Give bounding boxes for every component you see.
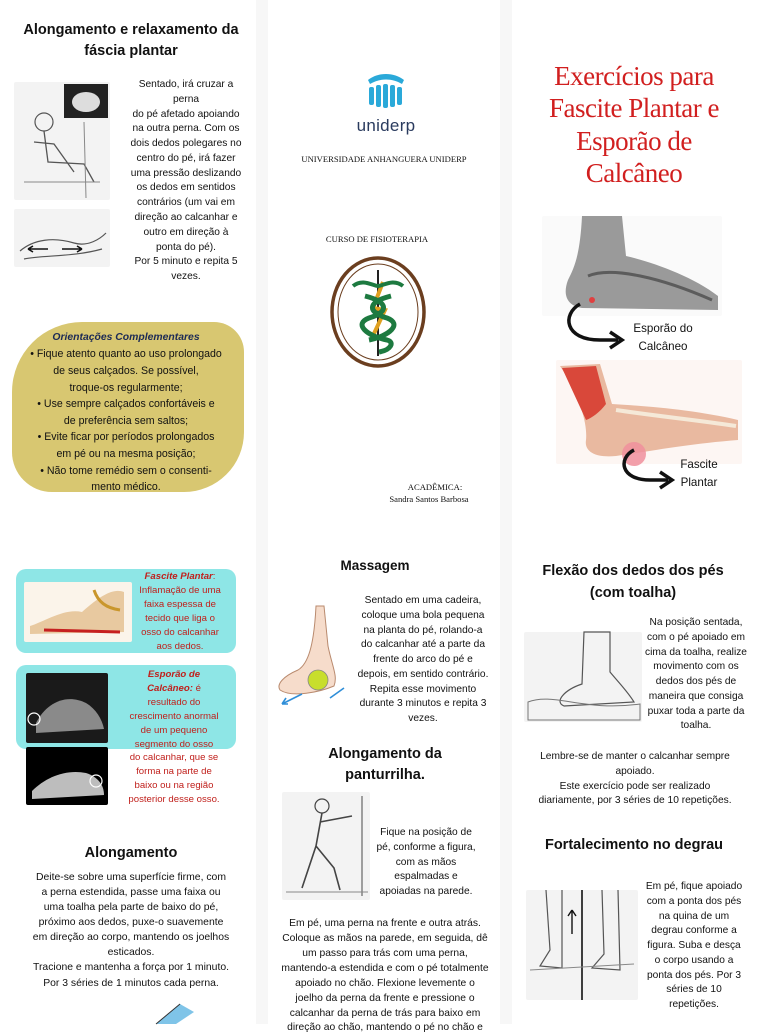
towel-line: com o pé apoiado em [647, 631, 745, 643]
fascite-text: Fascite Plantar: Inflamação de uma faixa espessa de tecido que liga o osso do calcanhar aos dedos. [128, 570, 232, 653]
towel-line: toalha. [680, 720, 712, 732]
stretch-line: dois dedos polegares no [130, 138, 242, 150]
alongamento-line: Tracione e mantenha a força por 1 minuto. [33, 962, 229, 974]
calf-stretch-illustration [282, 792, 370, 900]
step-line: com a ponta dos pés [646, 895, 742, 907]
massage-line: na planta do pé, rolando-a [363, 624, 483, 636]
step-line: o corpo usando a [654, 954, 734, 966]
calf-long-line: calcanhar da perna de trás para baixo em [289, 1007, 481, 1019]
orientation-item: mento médico. [91, 481, 161, 494]
panel-divider-right [500, 0, 512, 1024]
esporao-line: forma na parte de [136, 766, 212, 778]
esporao-word: é [195, 682, 201, 694]
calf-line: Fique na posição de [380, 827, 472, 838]
esporao-line: baixo ou na região [134, 780, 214, 792]
esporao-line: posterior desse osso. [128, 794, 220, 806]
calf-long-line: Coloque as mãos na parede, em seguida, dê [282, 932, 488, 944]
towel-note-line: Este exercício pode ser realizado [559, 780, 711, 792]
orientation-item: de preferência sem saltos; [63, 414, 189, 427]
massage-text [350, 594, 496, 727]
orientation-item: de seus calçados. Se possível, [53, 364, 199, 377]
stretch-line: contrários (um vai em [137, 197, 235, 209]
towel-curl-illustration [524, 632, 642, 722]
panel-divider-left [256, 0, 268, 1024]
esporao-label: Esporão de [147, 669, 201, 680]
alongamento-text [8, 870, 254, 991]
calf-title: Alongamento da panturrilha. [328, 746, 442, 784]
towel-title: Flexão dos dedos dos pés (com toalha) [542, 563, 724, 602]
label-esporao-line: Calcâneo [638, 339, 688, 353]
fascite-line: aos dedos. [156, 640, 204, 652]
orientation-title: Orientações Complementares [52, 332, 200, 343]
massage-line: frente do arco do pé e [373, 654, 473, 666]
stretch-title: Alongamento e relaxamento da fáscia plantar [23, 22, 239, 60]
massage-illustration [272, 606, 354, 706]
esporao-line: do calcanhar, que se [129, 752, 219, 764]
uniderp-logo [350, 74, 422, 138]
towel-note-line: diariamente, por 3 séries de 10 repetições. [538, 795, 732, 807]
academic-name: Sandra Santos Barbosa [389, 494, 469, 504]
towel-line: movimento com os [653, 661, 739, 673]
uniderp-logo-icon [350, 74, 422, 114]
alongamento-title: Alongamento [84, 845, 178, 861]
stretch-line: os dedos em sentidos [136, 182, 236, 194]
title-line: Esporão de [576, 125, 692, 156]
physio-seal [329, 256, 427, 368]
calf-long-line: direção ao chão, mantendo o pé no chão e [287, 1022, 483, 1034]
xray-heel-illustration [26, 747, 108, 805]
foot-thumbs-illustration [14, 209, 110, 267]
stretch-line: Por 5 minuto e repita 5 [134, 256, 238, 268]
stretch-line: Sentado, irá cruzar a [138, 79, 234, 90]
alongamento-line: Deite-se sobre uma superfície firme, com [36, 872, 226, 883]
massage-title: Massagem [340, 558, 410, 573]
alongamento-line: uma toalha pela parte de baixo do pé, [43, 902, 219, 914]
step-line: séries de 10 [666, 984, 722, 996]
towel-note-line: Lembre-se de manter o calcanhar sempre [540, 751, 730, 762]
stretch-line: outro em direção à [143, 226, 229, 238]
step-line: Em pé, fique apoiado [645, 881, 743, 892]
stretch-line: perna [172, 93, 200, 105]
alongamento-line: esticados. [107, 947, 155, 959]
esporao-line: de um pequeno [140, 724, 208, 736]
step-line: ponta dos pés. Por 3 [646, 969, 741, 981]
calf-text-long [266, 917, 504, 1036]
academic-label: ACADÊMICA: [407, 482, 463, 492]
title-line: Exercícios para [554, 61, 714, 91]
calf-line: espalmadas e [394, 871, 458, 883]
foot-massage-illustration [14, 82, 110, 200]
calf-long-line: apoiado no chão. Flexione levemente o [295, 977, 475, 989]
calf-long-line: joelho da perna da frente e pressione o [295, 992, 475, 1004]
stretch-line: do pé afetado apoiando [132, 108, 240, 120]
orientation-item: em pé ou na mesma posição; [56, 448, 196, 461]
towel-note [520, 750, 750, 809]
towel-line: Na posição sentada, [649, 617, 743, 628]
massage-line: durante 3 minutos e repita 3 [359, 698, 487, 710]
fascite-line: faixa espessa de [144, 598, 216, 610]
towel-line: puxar toda a parte da [647, 705, 745, 717]
esporao-text [110, 668, 238, 807]
stretch-line: na outra perna. Com os [132, 123, 240, 135]
fascite-line: osso do calcanhar [141, 626, 219, 638]
orientation-item: troque-os regularmente; [69, 381, 183, 394]
university-name: UNIVERSIDADE ANHANGUERA UNIDERP [301, 154, 467, 164]
orientation-item: • Fique atento quanto ao uso prolongado [30, 348, 222, 361]
orientation-item: • Não tome remédio sem o consenti- [40, 464, 212, 477]
towel-note-line: apoiado. [615, 765, 655, 777]
esporao-line: segmento do osso [134, 738, 214, 750]
towel-text [640, 616, 752, 734]
label-fascite-line: Fascite [680, 458, 718, 471]
label-fascite [668, 456, 730, 492]
step-raise-illustration [526, 890, 638, 1000]
esporao-line: crescimento anormal [129, 710, 219, 722]
brochure-title [520, 60, 748, 190]
alongamento-line: a perna estendida, passe uma faixa ou [41, 887, 221, 899]
towel-line: maneira que consiga [648, 690, 744, 702]
title-line: Fascite Plantar e [549, 93, 719, 124]
stretch-line: vezes. [171, 271, 201, 283]
xray-illustration [26, 673, 108, 743]
alongamento-line: em direção ao corpo, mantendo os joelhos [32, 932, 230, 944]
stretch-line: direção ao calcanhar e [134, 212, 238, 224]
plantar-fascia-illustration [24, 582, 132, 642]
label-esporao-line: Esporão do [633, 322, 693, 335]
stretch-text [116, 78, 256, 285]
stretch-line: uma pressão deslizando [130, 167, 242, 179]
calf-long-line: um passo para trás com uma perna, [302, 947, 468, 959]
step-line: degrau conforme a [651, 925, 737, 937]
esporao-label: Calcâneo: [147, 682, 193, 694]
massage-line: depois, em sentido contrário. [357, 668, 489, 680]
massage-line: Repita esse movimento [369, 683, 477, 695]
calf-line: pé, conforme a figura, [376, 841, 476, 853]
strap-illustration [150, 1000, 200, 1024]
step-line: na quina de um [658, 910, 730, 922]
step-title: Fortalecimento no degrau [544, 837, 724, 853]
alongamento-line: próximo aos dedos, puxe-o suavemente [38, 917, 224, 929]
calf-line: apoiadas na parede. [379, 886, 473, 898]
step-text [636, 880, 752, 1013]
step-line: figura. Suba e desça [647, 940, 741, 952]
logo-text: uniderp [356, 116, 416, 135]
calf-long-line: Em pé, uma perna na frente e outra atrás. [289, 918, 481, 929]
calf-text [362, 826, 490, 900]
massage-line: coloque uma bola pequena [361, 609, 485, 621]
massage-line: vezes. [408, 713, 438, 725]
towel-line: cima da toalha, realize [645, 646, 747, 658]
step-line: repetições. [669, 999, 719, 1011]
calf-long-line: mantendo-a estendida e com o pé totalmente [281, 962, 489, 974]
orientation-item: • Use sempre calçados confortáveis e [37, 398, 215, 411]
label-esporao [626, 320, 700, 356]
fascite-label: Fascite Plantar [144, 571, 213, 582]
massage-line: do calcanhar até a parte da [360, 639, 486, 651]
esporao-line: resultado do [147, 696, 201, 708]
stretch-line: centro do pé, irá fazer [136, 152, 236, 164]
arrow-esporao [560, 300, 628, 354]
orientation-content [6, 330, 246, 496]
label-fascite-line: Plantar [680, 475, 718, 489]
stretch-line: ponta do pé). [155, 241, 217, 253]
fascite-line: Inflamação de uma [139, 584, 221, 596]
towel-line: dedos dos pés de [655, 676, 737, 688]
calf-line: com as mãos [395, 856, 457, 868]
title-line: Calcâneo [585, 158, 683, 189]
orientation-item: • Evite ficar por períodos prolongados [37, 431, 215, 444]
massage-line: Sentado em uma cadeira, [364, 595, 482, 606]
alongamento-line: Por 3 séries de 1 minutos cada perna. [43, 977, 219, 989]
course-name: CURSO DE FISIOTERAPIA [325, 234, 429, 244]
fascite-line: tecido que liga o [145, 612, 215, 624]
